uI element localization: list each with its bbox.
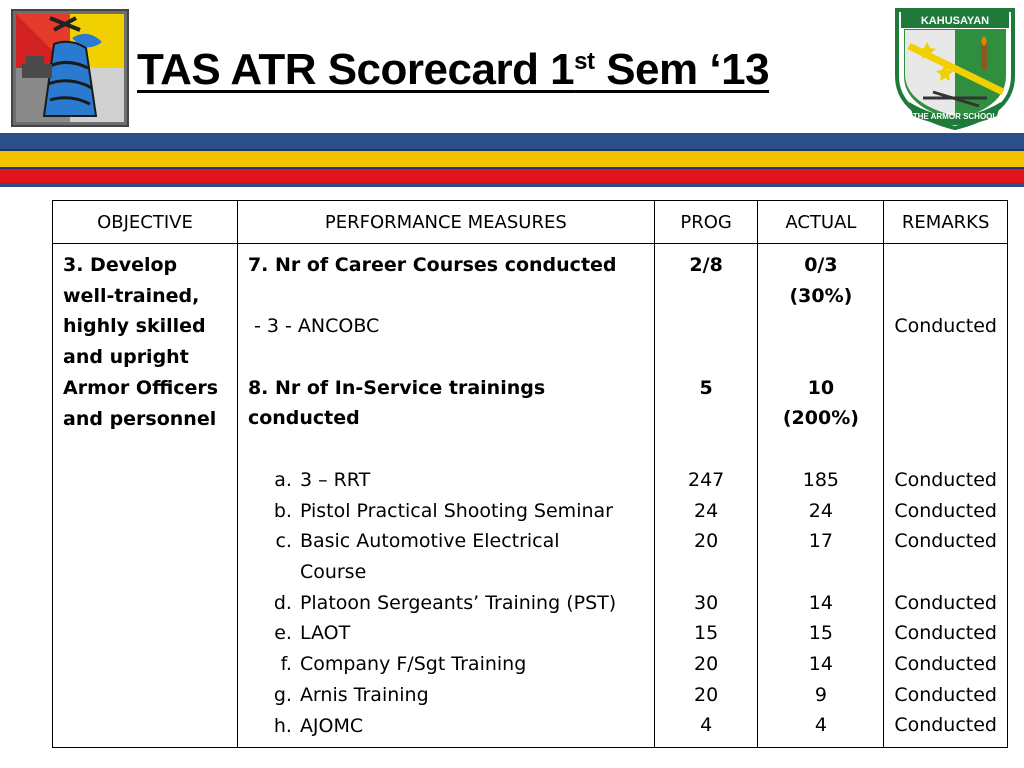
logo-bottom-text: THE ARMOR SCHOOL xyxy=(912,112,998,121)
list-item: c. Basic Automotive Electrical xyxy=(275,530,560,553)
red-stripe xyxy=(0,169,1024,183)
scorecard-table xyxy=(52,200,1008,748)
col-header-performance-measures: PERFORMANCE MEASURES xyxy=(237,201,654,244)
col-header-objective: OBJECTIVE xyxy=(53,201,238,244)
prog-cell: 2/8 5 247 24 20 30 15 20 20 4 xyxy=(654,244,758,748)
yellow-stripe xyxy=(0,149,1024,169)
measure-7-title: 7. Nr of Career Courses conducted xyxy=(247,254,617,276)
performance-measures-cell xyxy=(237,244,654,748)
col-header-remarks: REMARKS xyxy=(884,201,1008,244)
list-item: g. Arnis Training xyxy=(273,683,429,706)
armor-unit-logo xyxy=(10,8,130,128)
blue-bottom-stripe xyxy=(0,183,1024,187)
measure-8-title-line2: conducted xyxy=(247,407,360,430)
col-header-actual: ACTUAL xyxy=(758,201,884,244)
actual-cell: 0/3 (30%) 10 (200%) 185 24 17 14 15 14 9 4 xyxy=(758,244,884,748)
ancobc-label: - 3 - ANCOBC xyxy=(247,315,380,338)
armor-school-shield-logo xyxy=(893,6,1017,132)
title-superscript: st xyxy=(574,48,595,75)
remarks-cell: Conducted Conducted Conducted Conducted Conducted Conducted Conducted Conducted Conducted xyxy=(884,244,1008,748)
list-item: a. 3 – RRT xyxy=(274,468,371,491)
list-item: d. Platoon Sergeants’ Training (PST) xyxy=(273,591,617,614)
table-header-row xyxy=(53,201,1008,244)
table-row xyxy=(53,244,1008,748)
list-item: b. Pistol Practical Shooting Seminar xyxy=(273,499,613,522)
measure-8-title-line1: 8. Nr of In-Service trainings xyxy=(247,376,546,399)
list-item-continuation: Course xyxy=(299,560,367,583)
objective-cell: 3. Develop well-trained, highly skilled and upright Armor Officers and personnel xyxy=(53,244,238,748)
logo-top-text: KAHUSAYAN xyxy=(920,15,990,27)
list-item: f. Company F/Sgt Training xyxy=(280,653,527,676)
col-header-prog: PROG xyxy=(654,201,758,244)
page-title: TAS ATR Scorecard 1st Sem ‘13 xyxy=(137,45,770,94)
list-item: e. LAOT xyxy=(274,622,351,645)
list-item: h. AJOMC xyxy=(273,714,364,737)
blue-stripe xyxy=(0,133,1024,149)
